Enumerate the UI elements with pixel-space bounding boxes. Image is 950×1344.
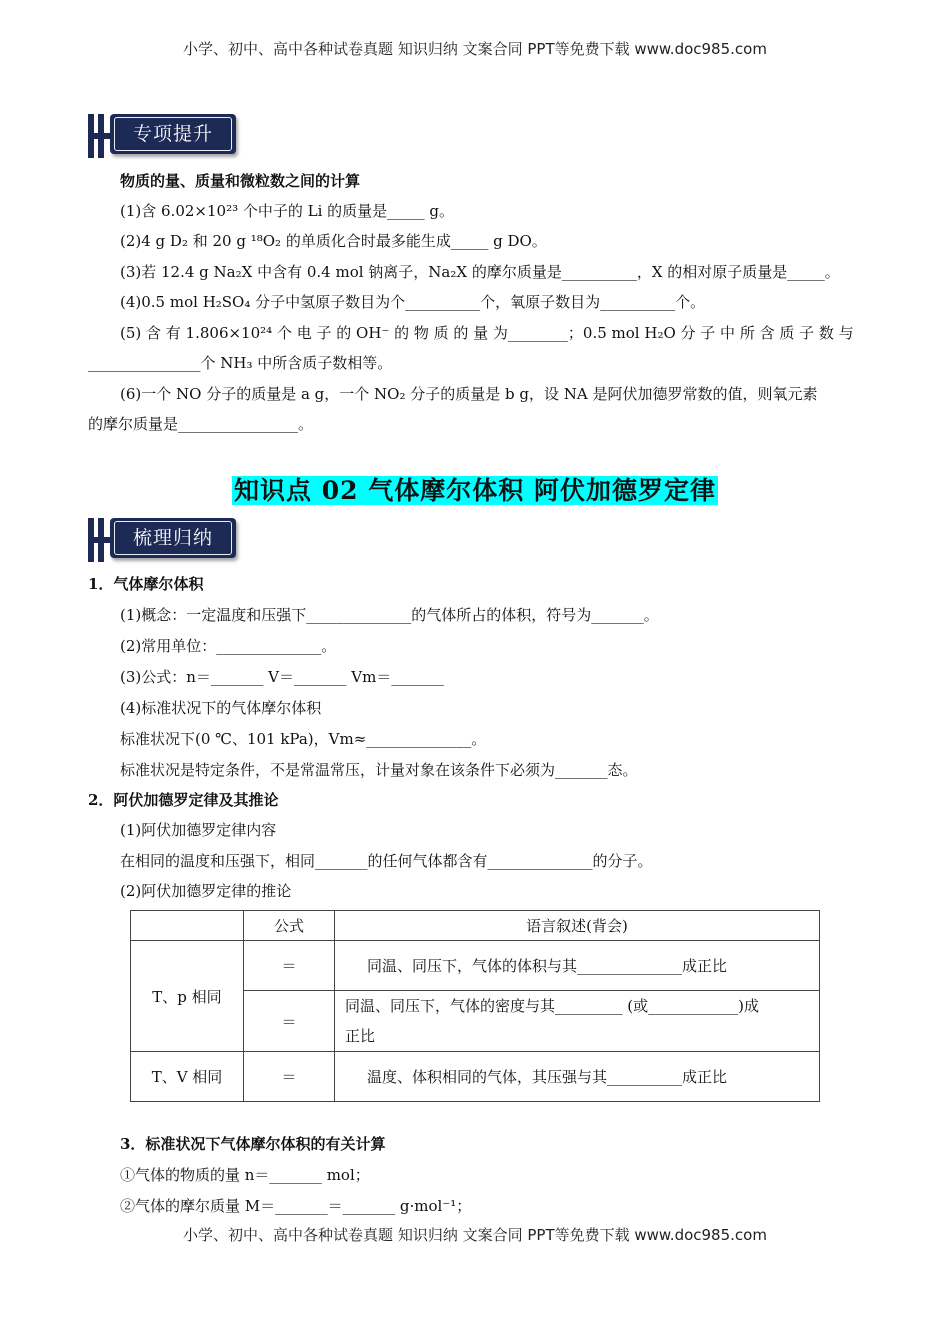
table-header-cell: 语言叙述(背会) <box>335 911 820 941</box>
badge-label: 专项提升 <box>114 117 232 151</box>
avogadro-table <box>130 910 820 1102</box>
statement-line: 同温、同压下，气体的密度与其_________ (或____________)成 <box>345 997 759 1015</box>
part3-line2: ②气体的摩尔质量 M＝_______＝_______ g·mol⁻¹； <box>120 1197 472 1215</box>
question-6-line2: 的摩尔质量是________________。 <box>88 415 314 433</box>
question-1: (1)含 6.02×10²³ 个中子的 Li 的质量是_____ g。 <box>120 202 455 220</box>
part1-line1: (1)概念：一定温度和压强下______________的气体所占的体积，符号为_______。 <box>120 606 659 624</box>
question-3: (3)若 12.4 g Na₂X 中含有 0.4 mol 钠离子，Na₂X 的摩尔质量是__________，X 的相对原子质量是_____。 <box>120 263 840 281</box>
group-label-tv: T、V 相同 <box>131 1052 244 1102</box>
part1-line3: (3)公式：n＝_______ V＝_______ Vm＝_______ <box>120 668 444 686</box>
badge-label: 梳理归纳 <box>114 521 232 555</box>
practice-heading: 物质的量、质量和微粒数之间的计算 <box>120 172 361 190</box>
group-label-tp: T、p 相同 <box>131 941 244 1052</box>
part3-heading: 3．标准状况下气体摩尔体积的有关计算 <box>120 1135 386 1153</box>
statement-line: 正比 <box>345 1027 376 1045</box>
table-row <box>131 941 820 991</box>
part1-line5: 标准状况下(0 ℃、101 kPa)，Vm≈______________。 <box>120 730 487 748</box>
formula-cell: ＝ <box>244 941 335 991</box>
question-2: (2)4 g D₂ 和 20 g ¹⁸O₂ 的单质化合时最多能生成_____ g DO。 <box>120 232 547 250</box>
statement-cell <box>335 991 820 1052</box>
table-header-cell <box>131 911 244 941</box>
question-5-line1: (5) 含 有 1.806×10²⁴ 个 电 子 的 OH⁻ 的 物 质 的 量 为________；0.5 mol H₂O 分 子 中 所 含 质 子 数 与 <box>120 324 854 342</box>
table-row <box>131 1052 820 1102</box>
formula-cell: ＝ <box>244 991 335 1052</box>
table-header-cell: 公式 <box>244 911 335 941</box>
section-title: 知识点 02 气体摩尔体积 阿伏加德罗定律 <box>234 476 716 505</box>
part2-line2: 在相同的温度和压强下，相同_______的任何气体都含有______________的分子。 <box>120 852 653 870</box>
statement-cell: 温度、体积相同的气体，其压强与其__________成正比 <box>335 1052 820 1102</box>
statement-cell: 同温、同压下，气体的体积与其______________成正比 <box>335 941 820 991</box>
question-5-line2: _______________个 NH₃ 中所含质子数相等。 <box>88 354 393 372</box>
section-title-wrap <box>0 471 950 507</box>
part2-heading: 2．阿伏加德罗定律及其推论 <box>88 791 279 809</box>
part1-line6: 标准状况是特定条件，不是常温常压，计量对象在该条件下必须为_______态。 <box>120 761 638 779</box>
part1-line4: (4)标准状况下的气体摩尔体积 <box>120 699 322 717</box>
part1-line2: (2)常用单位：______________。 <box>120 637 337 655</box>
table-header-row <box>131 911 820 941</box>
part3-line1: ①气体的物质的量 n＝_______ mol； <box>120 1166 370 1184</box>
page-footer: 小学、初中、高中各种试卷真题 知识归纳 文案合同 PPT等免费下载 www.doc985.com <box>183 1226 767 1244</box>
question-6-line1: (6)一个 NO 分子的质量是 a g，一个 NO₂ 分子的质量是 b g，设 NA 是阿伏加德罗常数的值，则氧元素 <box>120 385 818 403</box>
formula-cell: ＝ <box>244 1052 335 1102</box>
part2-line1: (1)阿伏加德罗定律内容 <box>120 821 277 839</box>
page-header: 小学、初中、高中各种试卷真题 知识归纳 文案合同 PPT等免费下载 www.doc985.com <box>183 40 767 58</box>
question-4: (4)0.5 mol H₂SO₄ 分子中氢原子数目为个__________个，氧原子数目为__________个。 <box>120 293 706 311</box>
part2-line3: (2)阿伏加德罗定律的推论 <box>120 882 292 900</box>
part1-heading: 1．气体摩尔体积 <box>88 575 204 593</box>
